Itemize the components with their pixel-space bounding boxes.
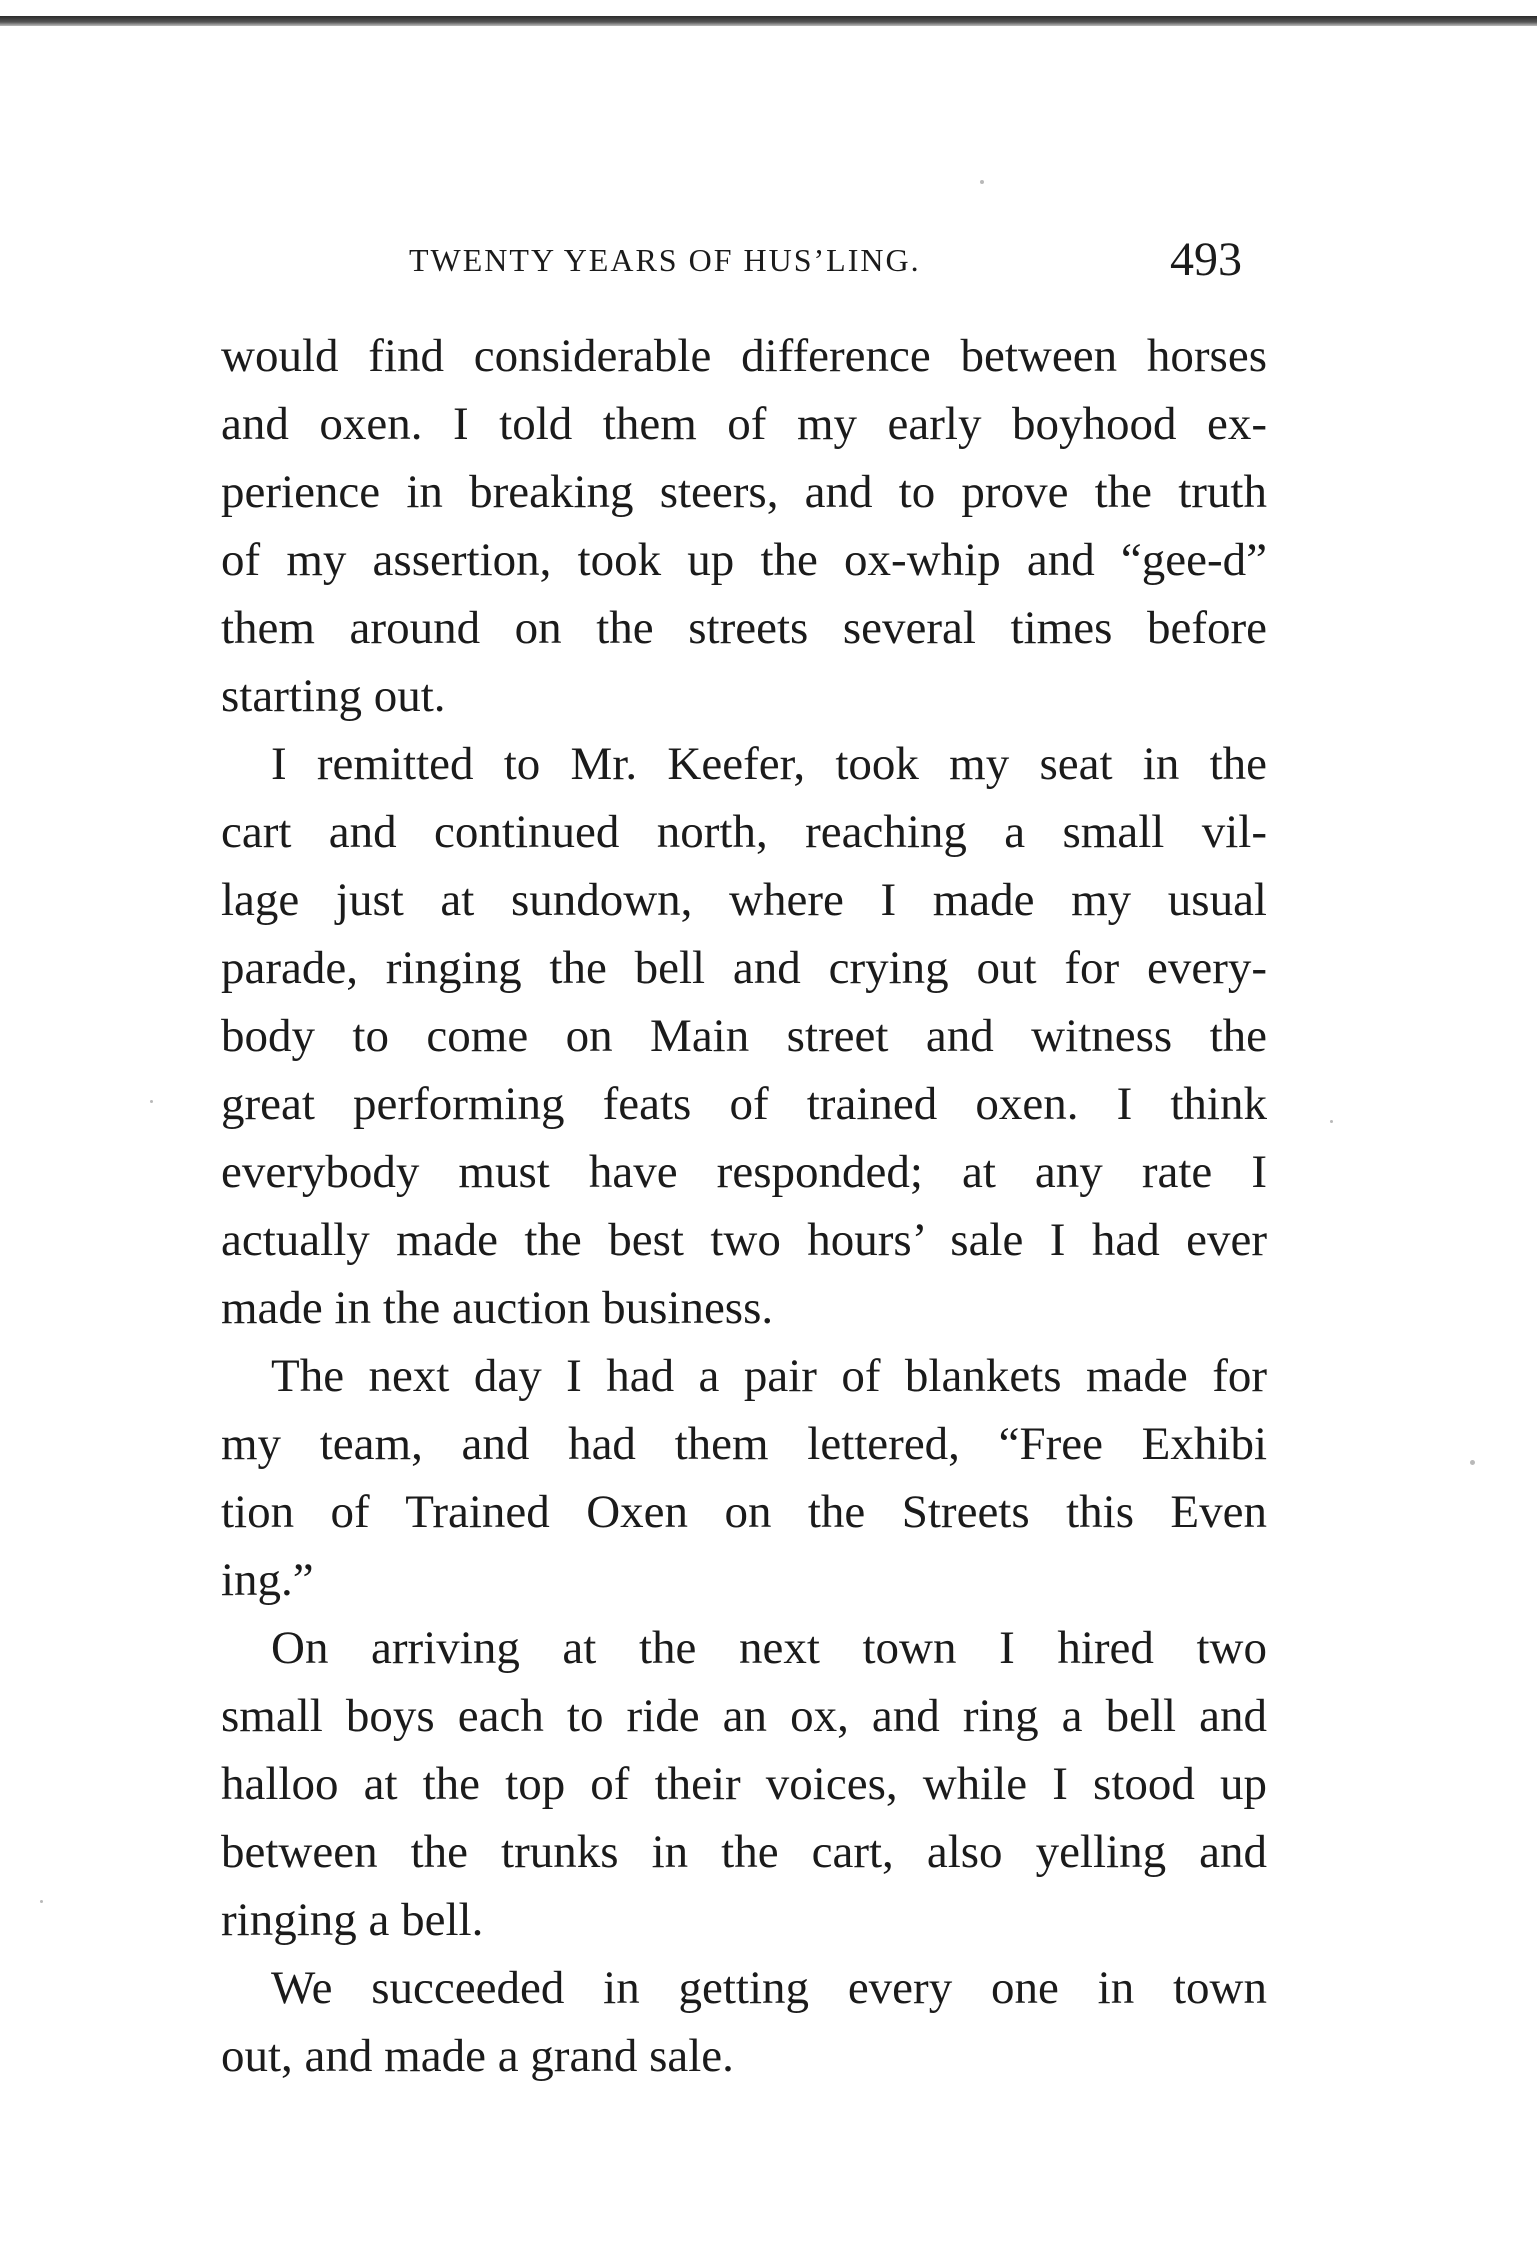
text-line: lage just at sundown, where I made my usual bbox=[221, 874, 1267, 926]
running-title: TWENTY YEARS OF HUS’LING. bbox=[409, 242, 921, 278]
text-line: cart and continued north, reaching a small vil- bbox=[221, 806, 1267, 858]
text-line: of my assertion, took up the ox-whip and “gee-d” bbox=[221, 534, 1267, 586]
scan-speckle bbox=[980, 180, 984, 184]
text-line: made in the auction business. bbox=[221, 1282, 774, 1334]
text-line: I remitted to Mr. Keefer, took my seat in the bbox=[271, 738, 1267, 790]
body-text bbox=[221, 322, 1267, 2090]
text-line: actually made the best two hours’ sale I had ever bbox=[221, 1214, 1267, 1266]
paragraph bbox=[221, 730, 1267, 1342]
paragraph bbox=[221, 1342, 1267, 1614]
page-number: 493 bbox=[1170, 233, 1242, 286]
text-line: and oxen. I told them of my early boyhood ex- bbox=[221, 398, 1267, 450]
text-line: parade, ringing the bell and crying out for every- bbox=[221, 942, 1267, 994]
scan-top-edge bbox=[0, 16, 1537, 26]
scan-speckle bbox=[40, 1900, 43, 1903]
text-line: everybody must have responded; at any rate I bbox=[221, 1146, 1267, 1198]
text-line: great performing feats of trained oxen. I think bbox=[221, 1078, 1267, 1130]
text-line: We succeeded in getting every one in town bbox=[271, 1962, 1267, 2014]
text-line: ringing a bell. bbox=[221, 1894, 484, 1946]
text-line: perience in breaking steers, and to prove the truth bbox=[221, 466, 1267, 518]
scan-speckle bbox=[1470, 1460, 1475, 1465]
paragraph bbox=[221, 1614, 1267, 1954]
text-line: starting out. bbox=[221, 670, 446, 722]
running-head bbox=[0, 232, 1537, 292]
text-line: ing.” bbox=[221, 1554, 314, 1606]
text-line: tion of Trained Oxen on the Streets this Even bbox=[221, 1486, 1267, 1538]
text-line: between the trunks in the cart, also yelling and bbox=[221, 1826, 1267, 1878]
text-line: small boys each to ride an ox, and ring a bell and bbox=[221, 1690, 1267, 1742]
paragraph bbox=[221, 322, 1267, 730]
text-line: my team, and had them lettered, “Free Exhibi bbox=[221, 1418, 1267, 1470]
scan-speckle bbox=[1330, 1120, 1333, 1123]
text-line: body to come on Main street and witness the bbox=[221, 1010, 1267, 1062]
text-line: them around on the streets several times before bbox=[221, 602, 1267, 654]
text-line: would find considerable difference between horses bbox=[221, 330, 1267, 382]
scan-speckle bbox=[150, 1100, 153, 1103]
text-line: The next day I had a pair of blankets made for bbox=[271, 1350, 1267, 1402]
text-line: halloo at the top of their voices, while I stood up bbox=[221, 1758, 1267, 1810]
text-line: out, and made a grand sale. bbox=[221, 2030, 734, 2082]
paragraph bbox=[221, 1954, 1267, 2090]
text-line: On arriving at the next town I hired two bbox=[271, 1622, 1267, 1674]
